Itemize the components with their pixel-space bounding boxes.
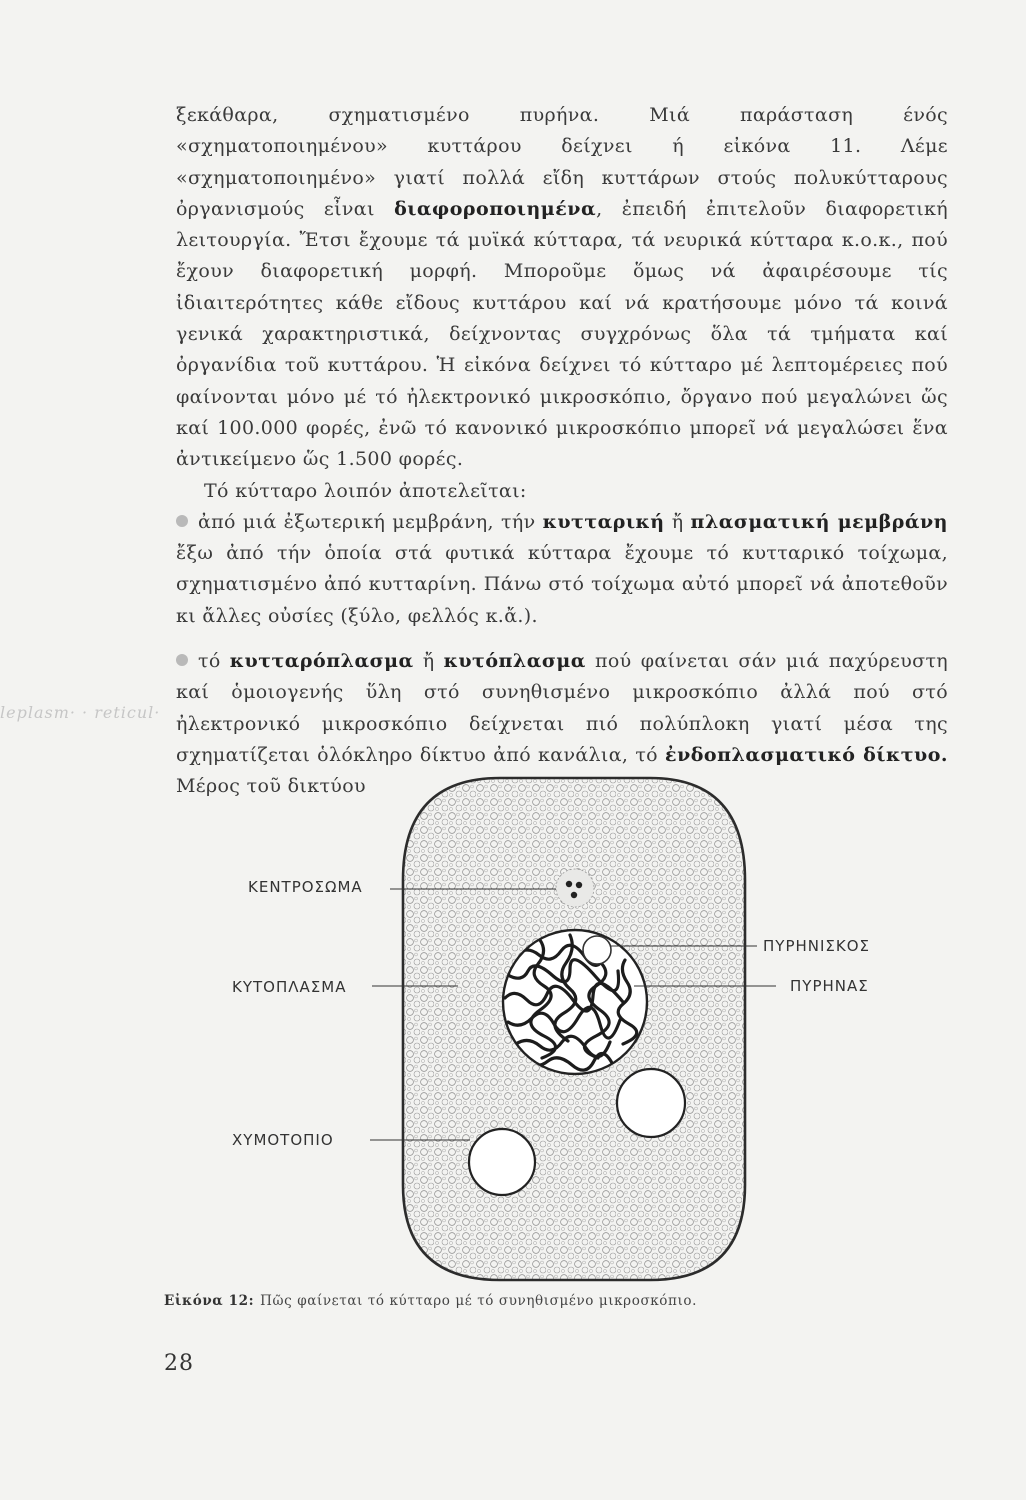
label-nucleolus: ΠΥΡΗΝΙΣΚΟΣ — [763, 937, 871, 955]
label-cytoplasm: ΚΥΤΟΠΛΑΣΜΑ — [232, 978, 347, 996]
nucleolus-shape — [583, 936, 611, 964]
term-plasma-membrane: πλασματική μεμβράνη — [690, 510, 948, 533]
label-nucleus: ΠΥΡΗΝΑΣ — [790, 977, 869, 995]
bullet-text: ἔξω ἀπό τήν ὁποία στά φυτικά κύτταρα ἔχουμε τό κυτταρικό τοίχωμα, σχηματισμένο ἀπό κυτταρίνη. Πάνω στό τοίχωμα αὐτό μπορεῖ νά ἀποτεθοῦν κι ἄλλες οὐσίες (ξύλο, φελλός κ.ἄ.). — [176, 542, 948, 627]
bullet-text: τό — [198, 650, 221, 673]
caption-number: Εἰκόνα 12: — [164, 1293, 255, 1309]
figure-caption — [164, 1293, 864, 1309]
label-vacuole: ΧΥΜΟΤΟΠΙΟ — [232, 1131, 334, 1149]
centrosome-shape — [556, 869, 594, 907]
term-cytoplasm: κυτταρόπλασμα — [229, 650, 414, 673]
page-number: 28 — [164, 1351, 194, 1376]
intro-text-rest: , ἐπειδή ἐπιτελοῦν διαφορετική λειτουργία. Ἔτσι ἔχουμε τά μυϊκά κύτταρα, τά νευρικά κύτταρα κ.ο.κ., πού ἔχουν διαφορετική μορφή. Μποροῦμε ὅμως νά ἀφαιρέσουμε τίς ἰδιαιτερότητες κάθε εἴδους κυττάρου καί νά κρατήσουμε μόνο τά κοινά γενικά χαρακτηριστικά, δείχνοντας συγχρόνως ὅλα τά τμήματα καί ὀργανίδια τοῦ κυττάρου. Ἡ εἰκόνα δείχνει τό κύτταρο μέ λεπτομέρειες πού φαίνονται μόνο μέ τό ἠλεκτρονικό μικροσκόπιο, ὄργανο πού μεγαλώνει ὥς καί 100.000 φορές, ἐνῶ τό κανονικό μικροσκόπιο μπορεῖ νά μεγαλώσει ἕνα ἀντικείμενο ὥς 1.500 φορές. — [176, 197, 948, 471]
intro-text: ξεκάθαρα, σχηματισμένο πυρήνα. Μιά παράσταση ένός «σχηματοποιημένου» κυττάρου δείχνει ή εἰκόνα 11. Λέμε «σχηματοποιημένο» γιατί πολλά εἴδη κυττάρων στούς πολυκύτταρους ὀργανισμούς εἶναι — [176, 104, 948, 220]
term-endoplasmic-reticulum: ἐνδοπλασματικό δίκτυο. — [665, 743, 948, 766]
bullet-text: ἀπό μιά ἐξωτερική μεμβράνη, τήν — [198, 510, 536, 533]
bullet-text: ἤ — [671, 510, 684, 533]
vacuole-small — [469, 1129, 535, 1195]
vacuole-large — [617, 1069, 685, 1137]
pencil-margin-note: leplasm· · reticul· — [0, 703, 161, 722]
caption-text: Πῶς φαίνεται τό κύτταρο μέ τό συνηθισμένο μικροσκόπιο. — [260, 1293, 698, 1309]
nucleus-shape — [503, 930, 647, 1074]
term-differentiated: διαφοροποιημένα — [394, 197, 597, 220]
term-cell-membrane: κυτταρική — [542, 510, 665, 533]
term-cytoplasm-alt: κυτόπλασμα — [443, 650, 586, 673]
bullet-text: ἤ — [422, 650, 435, 673]
bullet-text: Μέρος τοῦ δικτύου — [176, 775, 366, 798]
consists-paragraph: Τό κύτταρο λοιπόν ἀποτελεῖται: — [204, 479, 527, 502]
bullet-text: πού φαίνεται σάν μιά παχύρευστη καί ὁμοιογενής ὕλη στό συνηθισμένο μικροσκόπιο ἀλλά πού στό ἠλεκτρονικό μικροσκόπιο δείχνεται πιό πολύπλοκη γιατί μέσα της σχηματίζεται ὁλόκληρο δίκτυο ἀπό κανάλια, τό — [176, 650, 949, 766]
label-centrosome: ΚΕΝΤΡΟΣΩΜΑ — [248, 878, 363, 896]
